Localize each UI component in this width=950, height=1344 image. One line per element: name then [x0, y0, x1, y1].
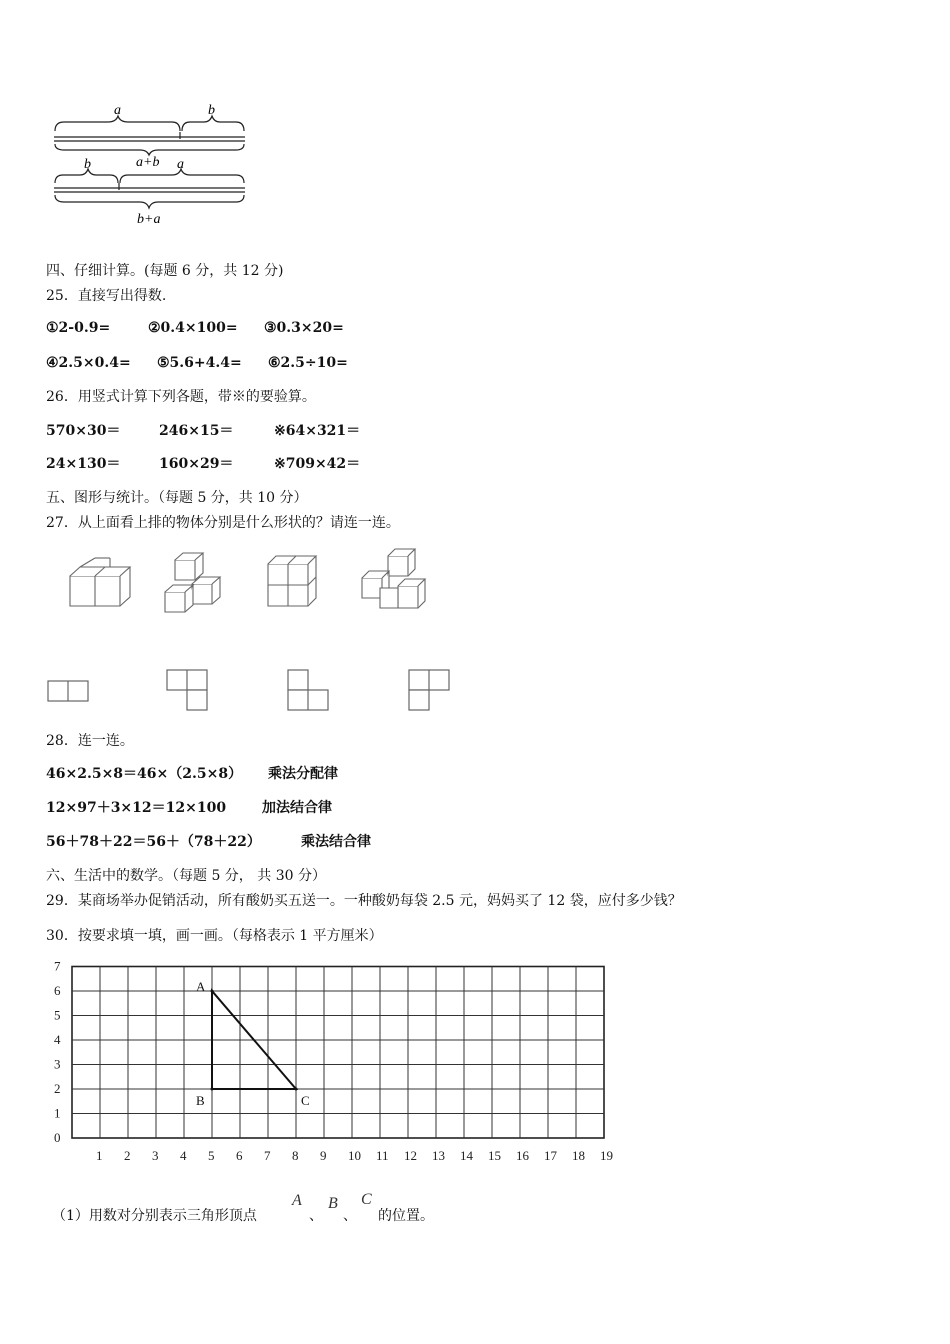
q28-law-3: 乘法结合律 — [301, 834, 371, 850]
q30-sub1-vertex-c: C — [361, 1191, 372, 1208]
cube-figure-3 — [268, 556, 316, 606]
x-tick-label: 6 — [236, 1148, 243, 1163]
section-5-title: 五、图形与统计。（每题 5 分，共 10 分） — [46, 490, 308, 506]
label-bottom-b: b — [84, 157, 91, 172]
q25-item-5: ⑤5.6+4.4= — [157, 355, 242, 371]
x-tick-label: 1 — [96, 1148, 103, 1163]
q25-item-4: ④2.5×0.4= — [46, 355, 131, 371]
x-tick-label: 16 — [516, 1148, 529, 1163]
q25-item-1: ①2-0.9= — [46, 320, 111, 336]
q29-text: 29．某商场举办促销活动，所有酸奶买五送一。一种酸奶每袋 2.5 元，妈妈买了 12 袋，应付多少钱？ — [46, 893, 682, 909]
q25-item-2: ②0.4×100= — [148, 320, 238, 336]
label-bottom-a: a — [177, 157, 184, 172]
top-view-3 — [288, 670, 328, 710]
label-top-total: a+b — [136, 155, 160, 170]
y-tick-label: 0 — [54, 1130, 61, 1145]
x-tick-label: 9 — [320, 1148, 327, 1163]
q26-item-4: 24×130＝ — [46, 456, 121, 472]
y-tick-label: 5 — [54, 1007, 61, 1023]
q26-item-1: 570×30＝ — [46, 423, 121, 439]
x-tick-label: 15 — [488, 1148, 501, 1163]
q26-text: 26．用竖式计算下列各题，带※的要验算。 — [46, 389, 316, 405]
y-tick-label: 7 — [54, 958, 61, 974]
q27-text: 27．从上面看上排的物体分别是什么形状的？请连一连。 — [46, 515, 400, 531]
q30-sub1-suffix: 的位置。 — [378, 1208, 434, 1224]
x-tick-label: 17 — [544, 1148, 557, 1163]
x-tick-label: 2 — [124, 1148, 131, 1163]
q30-sub1-vertex-b: B — [328, 1195, 338, 1212]
q25-item-3: ③0.3×20= — [264, 320, 344, 336]
q28-expr-2: 12×97＋3×12＝12×100 — [46, 800, 227, 816]
x-tick-label: 7 — [264, 1148, 271, 1163]
label-top-a: a — [114, 103, 121, 118]
top-view-1 — [48, 681, 88, 701]
x-tick-label: 19 — [600, 1148, 613, 1163]
vertex-c-point — [295, 1088, 298, 1091]
x-tick-label: 12 — [404, 1148, 417, 1163]
grid-border — [72, 967, 604, 1139]
y-tick-label: 3 — [54, 1056, 61, 1072]
q28-law-2: 加法结合律 — [262, 800, 332, 816]
x-tick-label: 11 — [376, 1148, 389, 1163]
x-tick-label: 5 — [208, 1148, 215, 1163]
cube-figure-4 — [362, 549, 425, 608]
q30-sub1-sep-1: 、 — [309, 1208, 323, 1224]
q28-text: 28．连一连。 — [46, 733, 134, 749]
q30-sub1-vertex-a: A — [292, 1192, 302, 1209]
label-bottom-total: b+a — [137, 212, 161, 227]
x-tick-label: 14 — [460, 1148, 473, 1163]
x-tick-label: 18 — [572, 1148, 585, 1163]
section-6-title: 六、生活中的数学。（每题 5 分， 共 30 分） — [46, 868, 326, 884]
q28-expr-1: 46×2.5×8＝46×（2.5×8） — [46, 766, 243, 782]
top-view-2 — [167, 670, 207, 710]
q25-text: 25．直接写出得数. — [46, 288, 167, 304]
top-view-4 — [409, 670, 449, 710]
q30-sub1-sep-2: 、 — [343, 1208, 357, 1224]
brace-diagram — [0, 0, 950, 240]
vertex-b-label: B — [196, 1093, 205, 1108]
y-tick-label: 2 — [54, 1081, 61, 1096]
x-tick-label: 4 — [180, 1148, 187, 1163]
q26-item-6: ※709×42＝ — [274, 456, 361, 472]
top-view-shapes — [0, 665, 950, 725]
cube-figure-2 — [165, 553, 220, 612]
cube-figure-1 — [70, 558, 130, 606]
x-tick-label: 10 — [348, 1148, 361, 1163]
vertex-a-point — [211, 990, 214, 993]
q28-expr-3: 56＋78＋22＝56＋（78＋22） — [46, 834, 261, 850]
label-top-b: b — [208, 103, 215, 118]
q30-sub1-prefix: （1）用数对分别表示三角形顶点 — [52, 1208, 257, 1224]
vertex-c-label: C — [301, 1093, 310, 1108]
x-tick-label: 8 — [292, 1148, 299, 1163]
q26-item-2: 246×15＝ — [159, 423, 234, 439]
vertex-b-point — [211, 1088, 214, 1091]
section-4-title: 四、仔细计算。(每题 6 分，共 12 分) — [46, 263, 284, 279]
coordinate-grid — [40, 955, 640, 1180]
q30-text: 30．按要求填一填，画一画。（每格表示 1 平方厘米） — [46, 928, 383, 944]
q25-item-6: ⑥2.5÷10= — [268, 355, 348, 371]
x-tick-label: 3 — [152, 1148, 159, 1163]
vertex-a-label: A — [196, 979, 206, 994]
q26-item-5: 160×29＝ — [159, 456, 234, 472]
y-tick-label: 6 — [54, 983, 61, 998]
x-tick-label: 13 — [432, 1148, 445, 1163]
q26-item-3: ※64×321＝ — [274, 423, 361, 439]
y-tick-label: 1 — [54, 1105, 61, 1121]
q28-law-1: 乘法分配律 — [268, 766, 338, 782]
y-tick-label: 4 — [54, 1032, 61, 1047]
